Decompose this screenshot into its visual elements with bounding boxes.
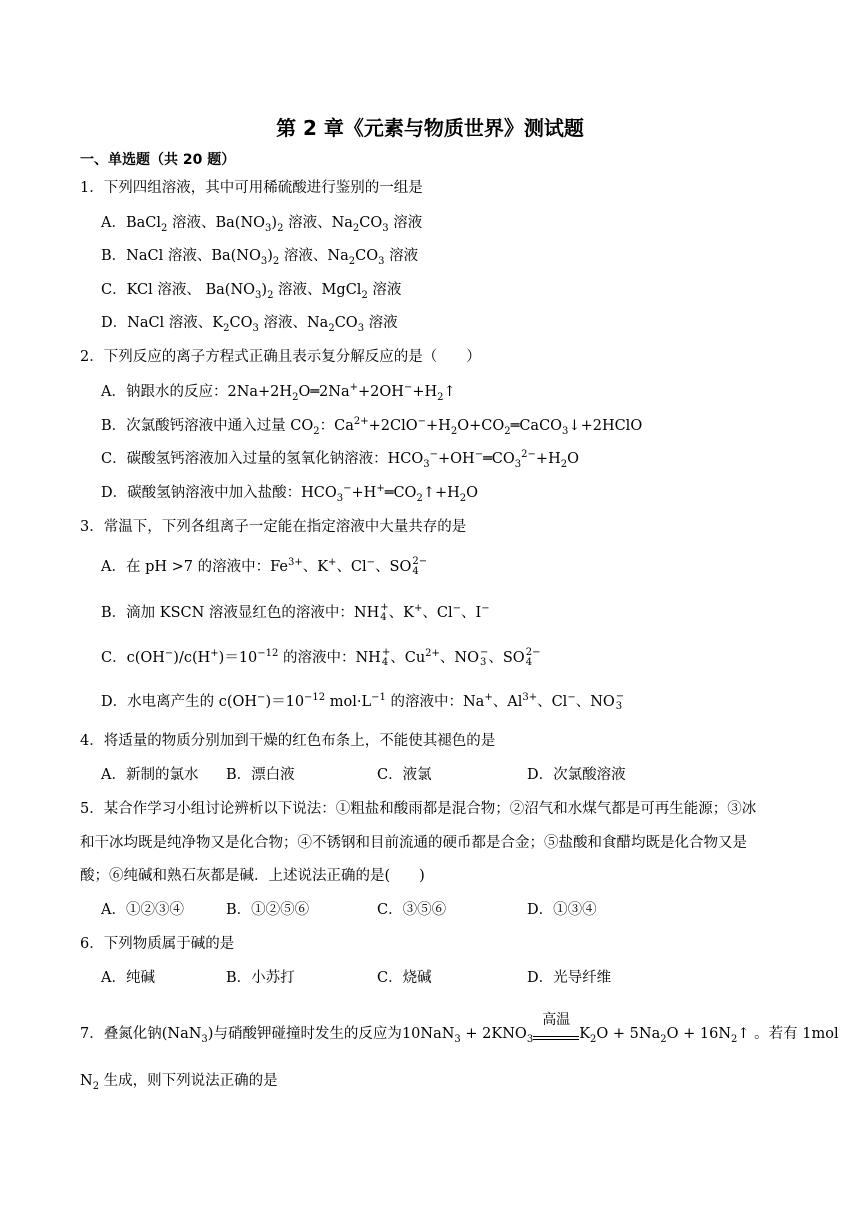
page-title: 第 2 章《元素与物质世界》测试题 xyxy=(276,116,584,140)
question-5-option-b: B．①②⑤⑥ xyxy=(226,902,310,918)
question-6-stem: 6．下列物质属于碱的是 xyxy=(80,936,235,952)
question-4-option-d: D．次氯酸溶液 xyxy=(527,767,626,783)
question-6-option-a: A．纯碱 xyxy=(101,970,155,986)
question-5-option-c: C．③⑤⑥ xyxy=(377,902,447,918)
question-3-option-a: A．在 pH >7 的溶液中：$Fe^{3+}$、K+、Cl−、SO 2− 4 xyxy=(101,556,428,577)
question-5-option-d: D．①③④ xyxy=(527,902,597,918)
question-7-line-2: $N_2$ 生成，则下列说法正确的是 xyxy=(80,1073,278,1092)
question-2-option-c: C．碳酸氢钙溶液加入过量的氢氧化钠溶液：$HCO_3^-+OH^-═CO_3^{2-}+H_2O$ xyxy=(101,449,579,470)
question-7-line-1: 7．叠氮化钠(NaN$_3$)与硝酸钾碰撞时发生的反应为$10NaN_3 + 2KNO_3$ 高温 $K_2O + 5Na_2O$ + $16N_2↑$ 。若有 1mol xyxy=(80,1012,839,1045)
question-5-line-1: 5．某合作学习小组讨论辨析以下说法：①粗盐和酸雨都是混合物；②沼气和水煤气都是可再生能源；③冰 xyxy=(80,801,757,817)
question-4-option-a: A．新制的氯水 xyxy=(101,767,199,783)
question-6-option-d: D．光导纤维 xyxy=(527,970,612,986)
question-3-option-b: B．滴加 KSCN 溶液显红色的溶液中：NH + 4 、K+、Cl−、I− xyxy=(101,602,490,623)
question-4-stem: 4．将适量的物质分别加到干燥的红色布条上，不能使其褪色的是 xyxy=(80,733,496,749)
question-3-option-d: D．水电离产生的 $c(OH^-)=10^{-12}$ $mol\cdot L^{-1}$ 的溶液中：Na+、$Al^{3+}$、Cl−、NO − 3 xyxy=(101,691,625,712)
question-1-option-d: D．NaCl 溶液、$K_2CO_3$ 溶液、$Na_2CO_3$ 溶液 xyxy=(101,315,398,334)
question-6-option-b: B．小苏打 xyxy=(226,970,295,986)
question-4-option-c: C．液氯 xyxy=(377,767,432,783)
question-1-option-b: B．NaCl 溶液、$Ba(NO_3)_2$ 溶液、$Na_2CO_3$ 溶液 xyxy=(101,248,419,267)
question-5-option-a: A．①②③④ xyxy=(101,902,184,918)
question-2-stem: 2．下列反应的离子方程式正确且表示复分解反应的是（ ） xyxy=(80,349,481,365)
question-1-option-c: C．KCl 溶液、 $Ba(NO_3)_2$ 溶液、MgCl$_2$ 溶液 xyxy=(101,282,402,301)
question-3-stem: 3．常温下，下列各组离子一定能在指定溶液中大量共存的是 xyxy=(80,519,467,535)
section-heading: 一、单选题（共 20 题） xyxy=(80,152,236,168)
question-5-line-3: 酸；⑥纯碱和熟石灰都是碱．上述说法正确的是( ) xyxy=(80,868,425,884)
question-1-option-a: A．BaCl$_2$ 溶液、$Ba(NO_3)_2$ 溶液、$Na_2CO_3$ 溶液 xyxy=(101,215,423,234)
question-2-option-a: A．钠跟水的反应：$2Na+2H_2O═2Na^++2OH^-+H_2↑$ xyxy=(101,382,456,403)
reaction-condition: 高温 xyxy=(533,1028,579,1040)
question-6-option-c: C．烧碱 xyxy=(377,970,432,986)
question-4-option-b: B．漂白液 xyxy=(226,767,295,783)
question-2-option-d: D．碳酸氢钠溶液中加入盐酸：$HCO_3^-+H^+═CO_2↑+H_2O$ xyxy=(101,483,479,504)
question-1-stem: 1．下列四组溶液，其中可用稀硫酸进行鉴别的一组是 xyxy=(80,180,423,196)
question-5-line-2: 和干冰均既是纯净物又是化合物；④不锈钢和目前流通的硬币都是合金；⑤盐酸和食醋均既是化合物又是 xyxy=(80,835,747,851)
question-2-option-b: B．次氯酸钙溶液中通入过量 $CO_2$：$Ca^{2+}+2ClO^-+H_2O+CO_2═CaCO_3↓+2HClO$ xyxy=(101,416,643,437)
reaction-equation: $10NaN_3 + 2KNO_3$ 高温 $K_2O + 5Na_2O$ + $16N_2↑$ xyxy=(401,1012,750,1045)
question-3-option-c: C．$c(OH^-)/c(H^+)=10^{-12}$ 的溶液中：NH + 4 、$Cu^{2+}$、NO − 3 、SO 2− 4 xyxy=(101,647,541,668)
